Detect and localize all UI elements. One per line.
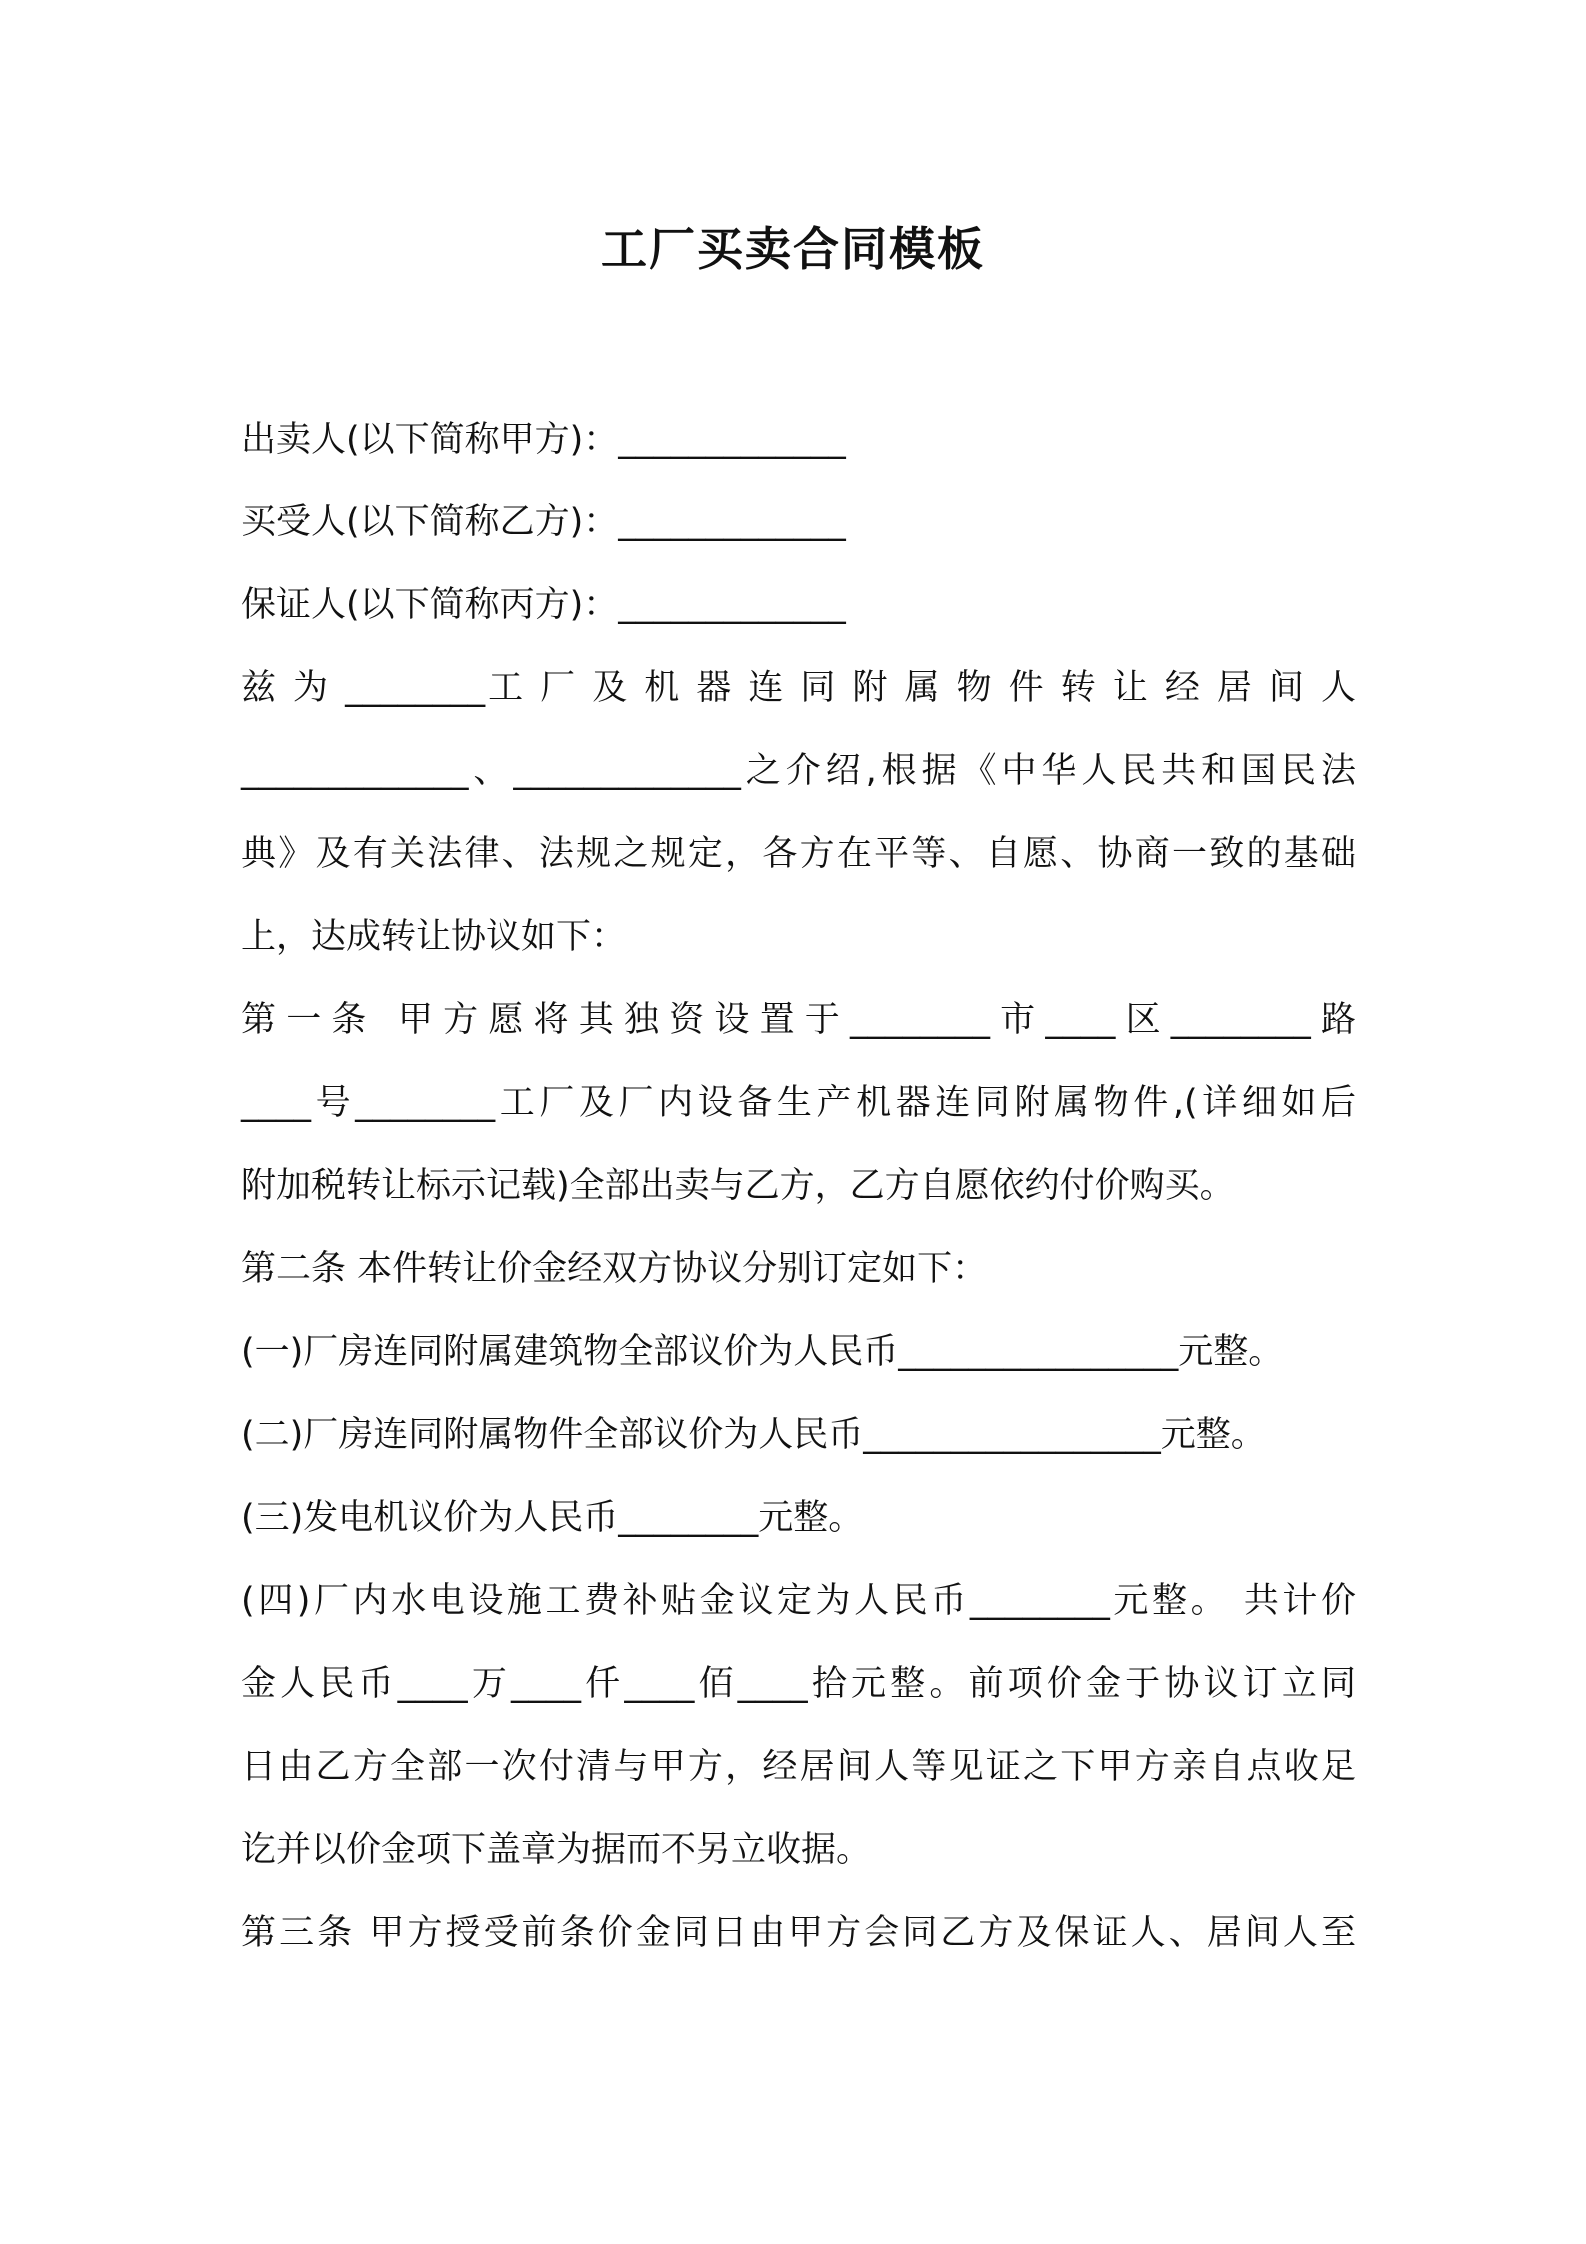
article-2-item-3: (三)发电机议价为人民币________元整。 <box>241 1498 864 1538</box>
preamble-line-4: 上，达成转让协议如下： <box>241 917 627 957</box>
article-2-item-1: (一)厂房连同附属建筑物全部议价为人民币________________元整。 <box>241 1332 1284 1372</box>
article-1-line-3: 附加税转让标示记载)全部出卖与乙方，乙方自愿依约付价购买。 <box>241 1166 1235 1206</box>
preamble-line-1: 兹 为 ________工 厂 及 机 器 连 同 附 属 物 件 转 让 经 居 间 人 <box>241 668 1356 708</box>
seller-line: 出卖人(以下简称甲方)：_____________ <box>241 420 846 460</box>
document-title: 工厂买卖合同模板 <box>601 222 985 276</box>
buyer-line: 买受人(以下简称乙方)：_____________ <box>241 502 846 542</box>
article-1-line-1: 第一条 甲方愿将其独资设置于________市____区________路 <box>241 1000 1356 1040</box>
article-2-total-line-2: 日由乙方全部一次付清与甲方，经居间人等见证之下甲方亲自点收足 <box>241 1747 1356 1787</box>
article-2-total-line-3: 讫并以价金项下盖章为据而不另立收据。 <box>241 1830 872 1870</box>
article-1-line-2: ____号________工厂及厂内设备生产机器连同附属物件,(详细如后 <box>241 1083 1356 1123</box>
preamble-line-2: _____________、_____________之介绍,根据《中华人民共和国民法 <box>241 751 1356 791</box>
preamble-line-3: 典》及有关法律、法规之规定，各方在平等、自愿、协商一致的基础 <box>241 834 1356 874</box>
article-2-total-line-1: 金人民币____万____仟____佰____拾元整。前项价金于协议订立同 <box>241 1664 1356 1704</box>
article-2-heading: 第二条 本件转让价金经双方协议分别订定如下： <box>241 1249 988 1289</box>
article-2-item-4: (四)厂内水电设施工费补贴金议定为人民币________元整。 共计价 <box>241 1581 1356 1621</box>
article-3-line-1: 第三条 甲方授受前条价金同日由甲方会同乙方及保证人、居间人至 <box>241 1913 1356 1953</box>
guarantor-line: 保证人(以下简称丙方)：_____________ <box>241 585 846 625</box>
article-2-item-2: (二)厂房连同附属物件全部议价为人民币_________________元整。 <box>241 1415 1266 1455</box>
